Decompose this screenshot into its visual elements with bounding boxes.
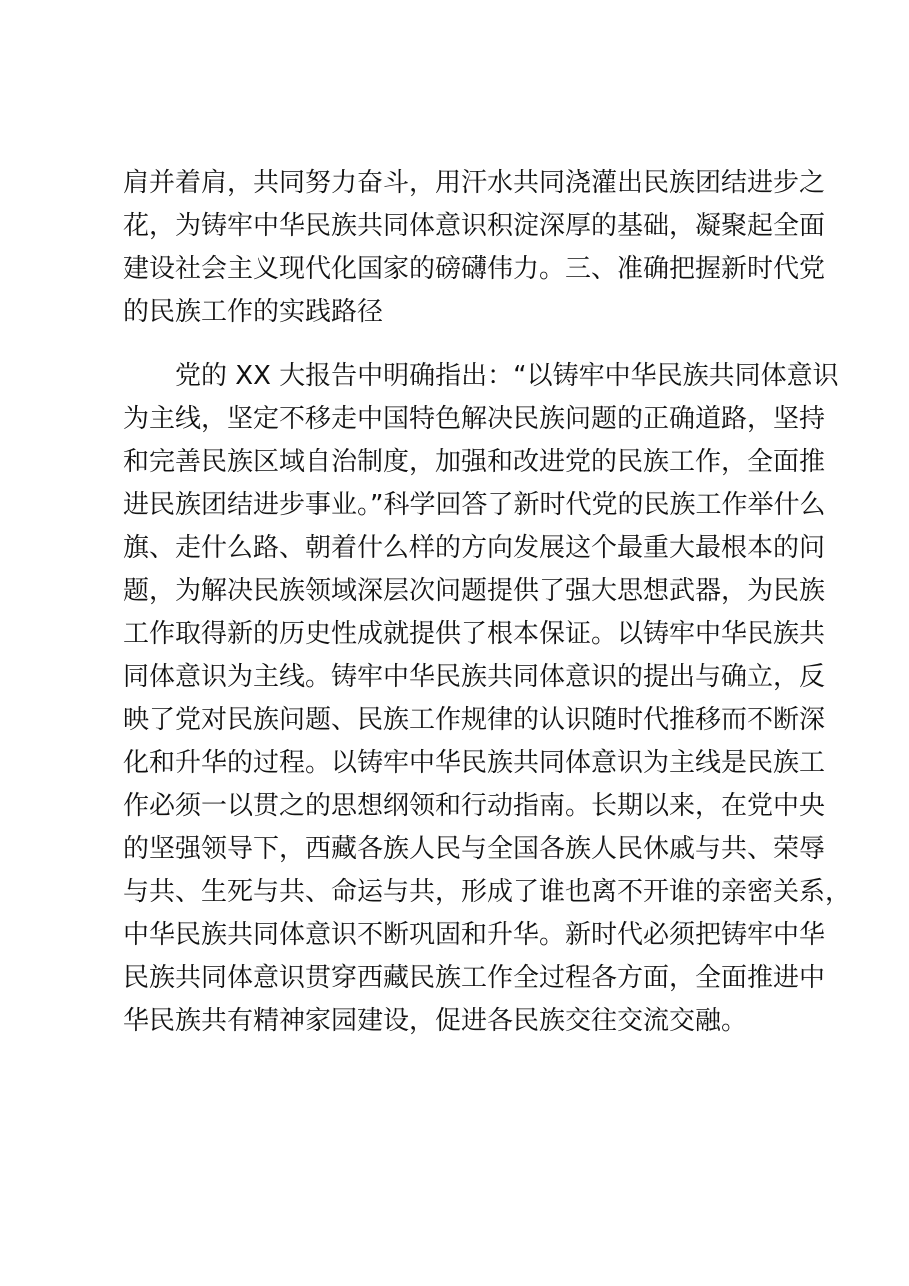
text-line: 题，为解决民族领域深层次问题提供了强大思想武器，为民族: [123, 576, 826, 606]
paragraph-continued: [123, 162, 826, 334]
text-line: 化和升华的过程。以铸牢中华民族共同体意识为主线是民族工: [123, 748, 826, 778]
text-line: 华民族共有精神家园建设，促进各民族交往交流交融。: [123, 1006, 748, 1036]
text-line: 中华民族共同体意识不断巩固和升华。新时代必须把铸牢中华: [123, 920, 826, 950]
text-line: 旗、走什么路、朝着什么样的方向发展这个最重大最根本的问: [123, 533, 826, 563]
text-line: 映了党对民族问题、民族工作规律的认识随时代推移而不断深: [123, 705, 826, 735]
text-line: 工作取得新的历史性成就提供了根本保证。以铸牢中华民族共: [123, 619, 826, 649]
text-line: 进民族团结进步事业。”科学回答了新时代党的民族工作举什么: [123, 490, 826, 520]
text-line: 民族共同体意识贯穿西藏民族工作全过程各方面，全面推进中: [123, 963, 826, 993]
text-line: 同体意识为主线。铸牢中华民族共同体意识的提出与确立，反: [123, 662, 826, 692]
paragraph-body: [123, 355, 852, 1043]
text-line: 党的 XX 大报告中明确指出：“以铸牢中华民族共同体意识: [175, 361, 839, 391]
text-line: 的民族工作的实践路径: [123, 297, 384, 327]
text-line: 建设社会主义现代化国家的磅礴伟力。三、准确把握新时代党: [123, 254, 826, 284]
text-line: 的坚强领导下，西藏各族人民与全国各族人民休戚与共、荣辱: [123, 834, 826, 864]
text-line: 为主线，坚定不移走中国特色解决民族问题的正确道路，坚持: [123, 404, 826, 434]
text-line: 作必须一以贯之的思想纲领和行动指南。长期以来，在党中央: [123, 791, 826, 821]
text-line: 肩并着肩，共同努力奋斗，用汗水共同浇灌出民族团结进步之: [123, 168, 826, 198]
text-line: 和完善民族区域自治制度，加强和改进党的民族工作，全面推: [123, 447, 826, 477]
text-line: 与共、生死与共、命运与共，形成了谁也离不开谁的亲密关系，: [123, 877, 852, 907]
text-line: 花，为铸牢中华民族共同体意识积淀深厚的基础，凝聚起全面: [123, 211, 826, 241]
